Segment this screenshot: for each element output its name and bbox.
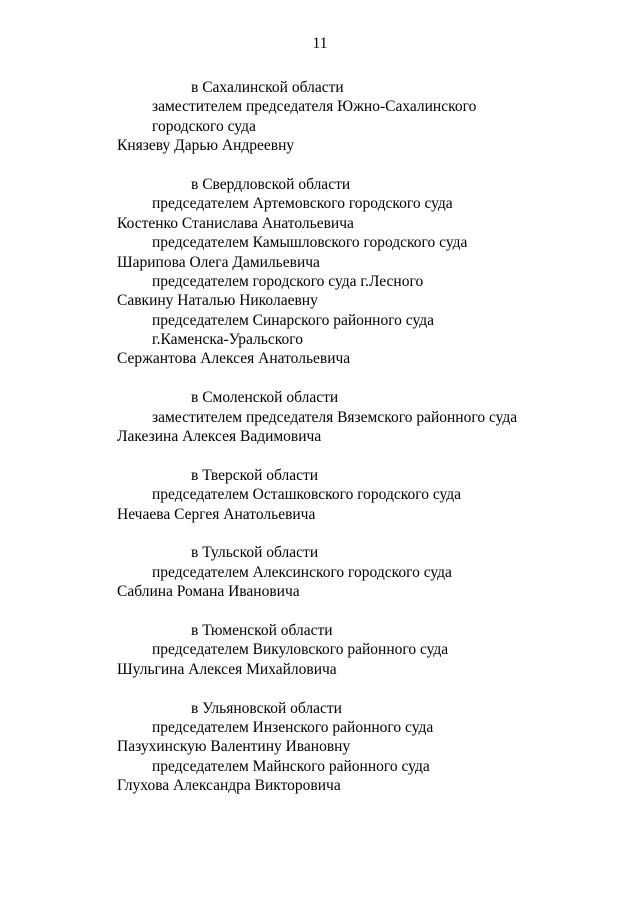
region-section xyxy=(0,388,640,446)
region-section xyxy=(0,699,640,796)
region-heading: в Тюменской области xyxy=(191,621,333,639)
section-gap xyxy=(0,156,640,175)
position-line: заместителем председателя Южно-Сахалинского xyxy=(152,98,477,116)
appointee-name: Глухова Александра Викторовича xyxy=(117,777,341,795)
position-line: председателем Инзенского районного суда xyxy=(152,718,434,736)
section-gap xyxy=(0,524,640,543)
section-gap xyxy=(0,602,640,621)
region-heading: в Сахалинской области xyxy=(191,79,344,96)
region-section xyxy=(0,466,640,524)
region-heading: в Смоленской области xyxy=(191,389,339,407)
position-line: председателем Камышловского городского суда xyxy=(152,234,468,252)
region-heading: в Ульяновской области xyxy=(191,699,342,717)
appointee-name: Костенко Станислава Анатольевича xyxy=(117,214,354,232)
appointee-name: Савкину Наталью Николаевну xyxy=(117,292,318,310)
region-section xyxy=(0,621,640,679)
document-body xyxy=(0,78,640,795)
position-line: председателем Осташковского городского суда xyxy=(152,486,462,504)
position-line: председателем Алексинского городского суда xyxy=(152,563,452,581)
section-gap xyxy=(0,446,640,465)
position-line: председателем Артемовского городского суда xyxy=(152,195,453,213)
appointee-name: Сержантова Алексея Анатольевича xyxy=(117,350,351,368)
region-heading: в Тульской области xyxy=(191,544,319,562)
position-line: председателем Майнского районного суда xyxy=(152,757,430,775)
position-line: заместителем председателя Вяземского районного суда xyxy=(152,408,518,426)
section-gap xyxy=(0,369,640,388)
position-line: председателем городского суда г.Лесного xyxy=(152,272,424,290)
region-section xyxy=(0,543,640,601)
position-line: г.Каменска-Уральского xyxy=(152,331,303,349)
appointee-name: Князеву Дарью Андреевну xyxy=(117,137,295,155)
appointee-name: Нечаева Сергея Анатольевича xyxy=(117,505,316,523)
region-section xyxy=(0,175,640,369)
region-heading: в Свердловской области xyxy=(191,175,351,193)
position-line: городского суда xyxy=(152,117,256,135)
section-gap xyxy=(0,679,640,698)
page-number: 11 xyxy=(312,35,328,52)
appointee-name: Саблина Романа Ивановича xyxy=(117,583,300,601)
appointee-name: Шульгина Алексея Михайловича xyxy=(117,660,337,678)
appointee-name: Шарипова Олега Дамильевича xyxy=(117,253,320,271)
appointee-name: Пазухинскую Валентину Ивановну xyxy=(117,738,351,756)
region-section xyxy=(0,78,640,156)
appointee-name: Лакезина Алексея Вадимовича xyxy=(117,428,322,446)
region-heading: в Тверской области xyxy=(191,466,319,484)
position-line: председателем Синарского районного суда xyxy=(152,311,435,329)
position-line: председателем Викуловского районного суда xyxy=(152,641,449,659)
